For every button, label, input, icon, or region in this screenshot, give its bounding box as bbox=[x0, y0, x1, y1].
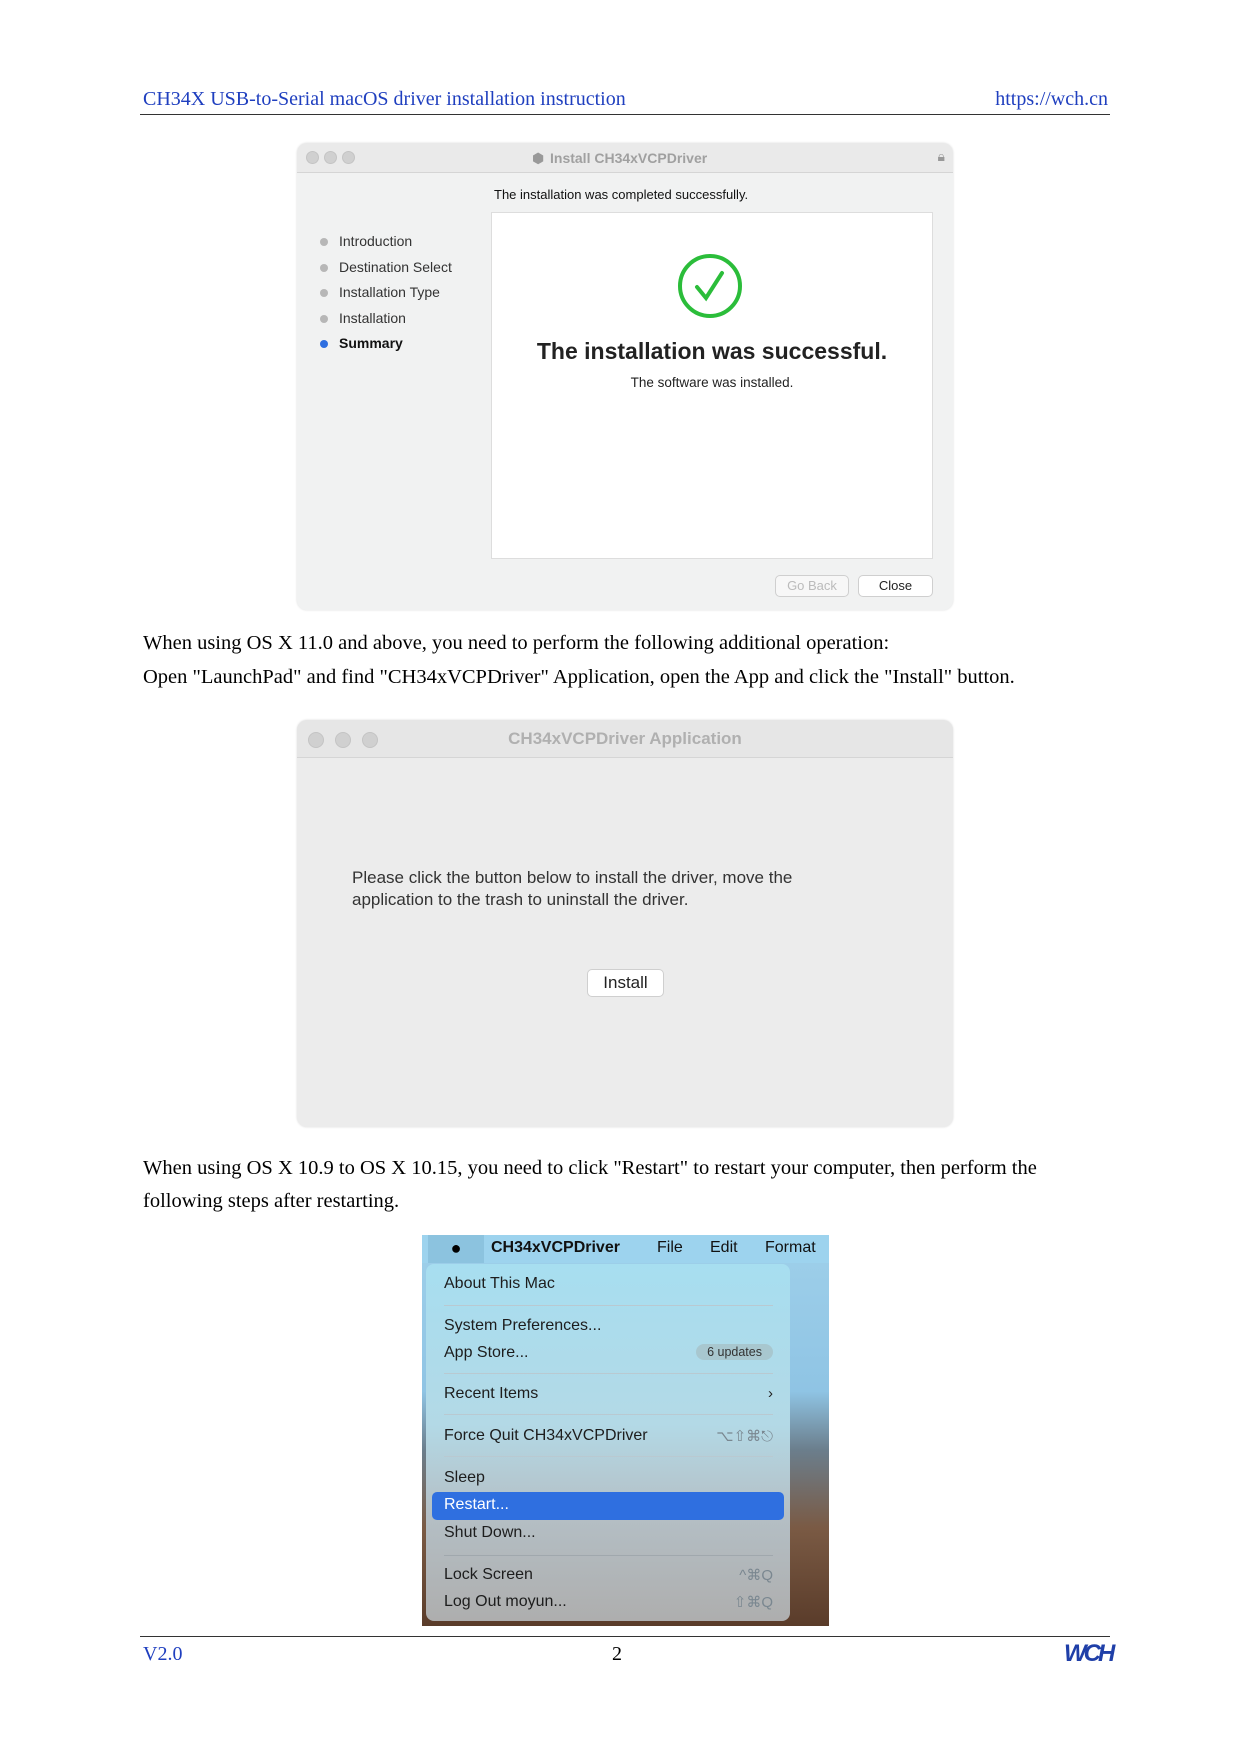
app-message-line: application to the trash to uninstall the driver. bbox=[352, 890, 689, 909]
paragraph-line: following steps after restarting. bbox=[143, 1190, 400, 1212]
header-url[interactable]: https://wch.cn bbox=[995, 88, 1108, 110]
menu-shut-down[interactable]: Shut Down... bbox=[444, 1524, 536, 1541]
menu-separator bbox=[444, 1555, 773, 1556]
step-destination: Destination Select bbox=[339, 259, 452, 275]
zoom-dot[interactable] bbox=[342, 151, 355, 164]
recent-items-label: Recent Items bbox=[444, 1385, 539, 1402]
lock-label: Lock Screen bbox=[444, 1566, 533, 1583]
success-heading: The installation was successful. bbox=[536, 338, 888, 364]
menu-sleep[interactable]: Sleep bbox=[444, 1469, 485, 1486]
step-bullet bbox=[320, 264, 328, 272]
paragraph-line: When using OS X 11.0 and above, you need to perform the following additional operation: bbox=[143, 632, 890, 654]
content-panel bbox=[491, 212, 933, 559]
window-title: Install CH34xVCPDriver bbox=[550, 150, 708, 166]
installer-window bbox=[297, 143, 953, 610]
menu-system-preferences[interactable]: System Preferences... bbox=[444, 1317, 602, 1334]
close-dot[interactable] bbox=[306, 151, 319, 164]
title-bar bbox=[297, 143, 953, 173]
menu-about[interactable]: About This Mac bbox=[444, 1275, 555, 1292]
menu-separator bbox=[444, 1305, 773, 1306]
window-title: CH34xVCPDriver Application bbox=[508, 729, 742, 748]
paragraph-line: Open "LaunchPad" and find "CH34xVCPDriver" Application, open the App and click the "Install" button. bbox=[143, 666, 1015, 688]
shortcut: ⇧⌘Q bbox=[733, 1594, 773, 1611]
force-quit-label: Force Quit CH34xVCPDriver bbox=[444, 1427, 648, 1444]
header-rule bbox=[140, 114, 1110, 115]
menu-separator bbox=[444, 1414, 773, 1415]
menu-force-quit[interactable] bbox=[444, 1427, 773, 1445]
menu-file[interactable]: File bbox=[657, 1239, 683, 1256]
step-introduction: Introduction bbox=[339, 233, 413, 249]
package-icon: ⬢ bbox=[532, 150, 545, 166]
menu-bar bbox=[422, 1235, 829, 1263]
menu-format[interactable]: Format bbox=[765, 1239, 816, 1256]
menu-separator bbox=[444, 1456, 773, 1457]
menu-log-out[interactable] bbox=[444, 1593, 773, 1611]
close-button[interactable]: Close bbox=[858, 575, 933, 597]
go-back-button[interactable]: Go Back bbox=[775, 575, 849, 597]
doc-title: CH34X USB-to-Serial macOS driver installation instruction bbox=[143, 88, 626, 110]
menu-app-store[interactable] bbox=[444, 1344, 773, 1362]
wch-logo: WCH bbox=[1064, 1640, 1113, 1667]
shortcut: ^⌘Q bbox=[739, 1567, 773, 1584]
step-bullet bbox=[320, 289, 328, 297]
paragraph-line: When using OS X 10.9 to OS X 10.15, you need to click "Restart" to restart your computer, then perform the bbox=[143, 1157, 1037, 1179]
success-check-icon bbox=[677, 253, 743, 319]
menu-restart[interactable]: Restart... bbox=[444, 1496, 509, 1513]
top-message: The installation was completed successfully. bbox=[494, 187, 749, 202]
success-subtext: The software was installed. bbox=[630, 375, 794, 390]
version: V2.0 bbox=[143, 1643, 183, 1665]
chevron-right-icon: › bbox=[768, 1385, 773, 1402]
shortcut: ⌥⇧⌘⎋ bbox=[716, 1428, 773, 1445]
app-message-line: Please click the button below to install the driver, move the bbox=[352, 868, 793, 887]
step-summary: Summary bbox=[339, 335, 403, 351]
lock-icon: 🔒︎ bbox=[937, 148, 945, 164]
logout-label: Log Out moyun... bbox=[444, 1593, 567, 1610]
menu-app-name[interactable]: CH34xVCPDriver bbox=[491, 1239, 620, 1256]
step-type: Installation Type bbox=[339, 284, 440, 300]
menu-edit[interactable]: Edit bbox=[710, 1239, 738, 1256]
title-bar bbox=[297, 720, 953, 758]
updates-badge: 6 updates bbox=[696, 1344, 773, 1360]
app-store-label: App Store... bbox=[444, 1344, 529, 1361]
install-button[interactable]: Install bbox=[587, 969, 664, 997]
step-bullet-active bbox=[320, 340, 328, 348]
app-window bbox=[297, 720, 953, 1127]
footer-rule bbox=[140, 1636, 1110, 1637]
step-bullet bbox=[320, 315, 328, 323]
page-number: 2 bbox=[612, 1643, 622, 1665]
minimize-dot[interactable] bbox=[324, 151, 337, 164]
menu-separator bbox=[444, 1373, 773, 1374]
menu-lock-screen[interactable] bbox=[444, 1566, 773, 1584]
step-bullet bbox=[320, 238, 328, 246]
apple-icon[interactable]: ● bbox=[428, 1235, 484, 1263]
step-installation: Installation bbox=[339, 310, 406, 326]
menu-recent-items[interactable] bbox=[444, 1385, 773, 1403]
